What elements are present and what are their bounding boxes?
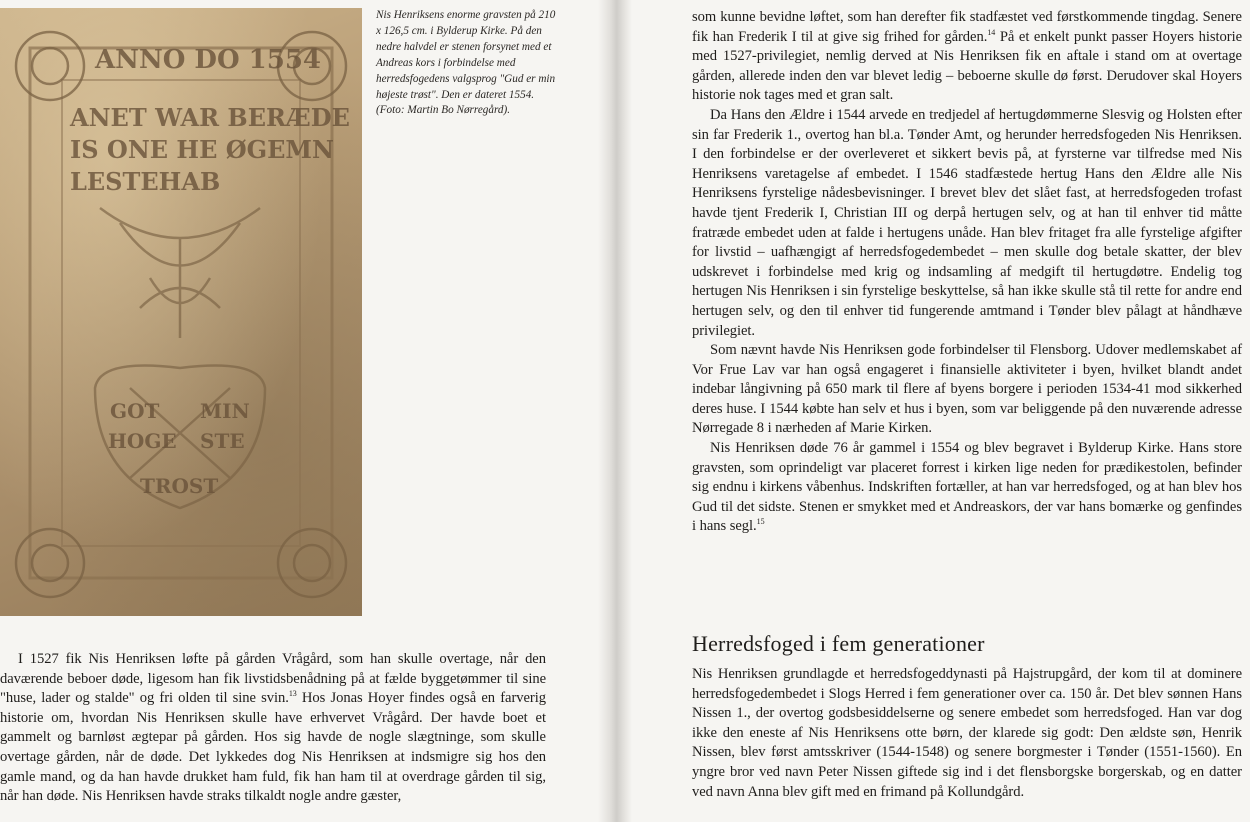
inscription-line: LESTEHAB <box>70 167 221 196</box>
footnote-ref: 13 <box>288 689 297 699</box>
inscription-top: ANNO DO 1554 <box>95 45 322 75</box>
shield-word: HOGE <box>108 429 177 453</box>
shield-word: MIN <box>200 399 250 423</box>
paragraph-text: På et enkelt punkt passer Hoyers historie med 1527-privilegiet, nemlig derved at Nis Henriksen fik en aftale i stand om at overtage gården, allerede inden den var blevet ledig – beboerne skulle dø først. Derudover skal Hoyers historie nok tages med et gran salt. <box>692 28 1242 104</box>
right-body-text <box>692 8 1242 537</box>
paragraph-text: I 1527 fik Nis Henriksen løfte på gården Vrågård, som han skulle overtage, når den daværende beboer døde, ligesom han fik livstidsbenådning på at fælde byggetømmer til sine "huse, lader og stalde" og fri olden til sine svin. <box>0 651 546 707</box>
footnote-ref: 14 <box>987 27 996 37</box>
paragraph <box>0 650 546 807</box>
paragraph <box>692 439 1242 537</box>
paragraph-text: Nis Henriksen døde 76 år gammel i 1554 og blev begravet i Bylderup Kirke. Hans store gravsten, som oprindeligt var placeret forrest i kirken lige neden for prædikestolen, befinder sig endnu i kirkens våbenhus. Indskriften fortæller, at han var herredsfoged, og at han blev hos Gud til det sidste. Stenen er smykket med et Andreaskors, der var hans bomærke og genfindes i hans segl. <box>692 440 1242 535</box>
footnote-ref: 15 <box>756 517 765 527</box>
shield-word: TROST <box>140 474 219 498</box>
section-heading: Herredsfoged i fem generationer <box>692 631 985 656</box>
right-page <box>632 0 1250 822</box>
inscription-line: ANET WAR BERÆDE <box>70 103 350 132</box>
inscription-line: IS ONE HE ØGEMN <box>70 135 334 164</box>
book-gutter <box>598 0 632 822</box>
paragraph: Nis Henriksen grundlagde et herredsfogeddynasti på Hajstrupgård, der kom til at dominere herredsfogedembedet i Slogs Herred i fem generationer over ca. 150 år. Det blev sønnen Hans Nissen 1., der overtog godsbesiddelserne og senere embedet som herredsfoged. Han var dog ikke den eneste af Nis Henriksens otte børn, der klarede sig godt: Den ældste søn, Henrik Nissen, blev først amtsskriver (1544-1548) og senere borgmester i Tønder (1551-1560). En yngre bror ved navn Peter Nissen giftede sig ind i det flensborgske borgerskab, og en datter ved navn Anna blev gift med en frimand på Kollundgård. <box>692 666 1242 800</box>
left-body-text <box>0 650 546 807</box>
left-page <box>0 0 598 822</box>
paragraph-text: Hos Jonas Hoyer findes også en farverig historie om, hvordan Nis Henriksen skulle have erhvervet Vrågård. Der havde boet et gammelt og barnløst ægtepar på gården. Hos sig havde de nogle slægtninge, som skulle overtage gården, når de døde. Det lykkedes dog Nis Henriksen at indsmigre sig hos den gamle mand, og da han havde drukket ham fuld, fik han ham til at overdrage gården til sig, når han døde. Nis Henriksen havde straks tilkaldt nogle andre gæster, <box>0 690 546 805</box>
paragraph: Da Hans den Ældre i 1544 arvede en tredjedel af hertugdømmerne Slesvig og Holsten efter sin far Frederik 1., overtog han bl.a. Tønder Amt, og herunder herredsfogeden Nis Henriksen. I den forbindelse er der overleveret et sikkert bevis på, at fyrsterne var tilfredse med Nis Henriksens varetagelse af embedet. I 1546 stadfæstede hertug Hans den Ældre alle Nis Henriksens fyrstelige nådesbevisninger. I brevet blev det slået fast, at herredsfogeden trofast havde tjent Frederik I, Christian III og derpå hertugen selv, og at han til enhver tid måtte fratræde embedet uden at falde i hertugens unåde. Han blev fritaget fra alle fyrstelige afgifter for livstid – uafhængigt af herredsfogedembedet – men skulle dog betale skatter, der blev udskrevet i forbindelse med krig og indsamling af medgift til hertugdøtre. Endelig tog hertugen Nis Henriksen i sin fyrstelige beskyttelse, så han ikke skulle stå til rette for andre end hertugen selv, og den til enhver tid fungerende amtmand i Tønder blev pålagt at håndhæve privilegiet. <box>692 106 1242 339</box>
paragraph <box>692 8 1242 106</box>
paragraph: Som nævnt havde Nis Henriksen gode forbindelser til Flensborg. Udover medlemskabet af Vor Frue Lav var han også engageret i finansielle aktiviteter i byen, hvilket blandt andet indebar långivning på 650 mark til flere af byens borgere i perioden 1534-41 mod sikkerhed deres huse. I 1544 købte han selv et hus i byen, som var beliggende på den nuværende adresse Nørregade 8 i nærheden af Marie Kirken. <box>692 342 1242 437</box>
photo-caption: Nis Henriksens enorme gravsten på 210 x 126,5 cm. i Bylderup Kirke. På den nedre halvdel er stenen forsynet med et Andreas kors i forbindelse med herredsfogedens valgsprog "Gud er min højeste trøst". Den er dateret 1554. (Foto: Martin Bo Nørregård). <box>376 9 556 117</box>
paragraph-text: som kunne bevidne løftet, som han derefter fik stadfæstet ved førstkommende tingdag. Senere fik han Frederik I til at give sig frihed for gården. <box>692 9 1242 45</box>
shield-word: GOT <box>110 399 160 423</box>
shield-word: STE <box>200 429 245 453</box>
gravestone-illustration <box>0 8 362 616</box>
gravestone-photo <box>0 8 362 616</box>
right-body-text-2 <box>692 665 1242 802</box>
